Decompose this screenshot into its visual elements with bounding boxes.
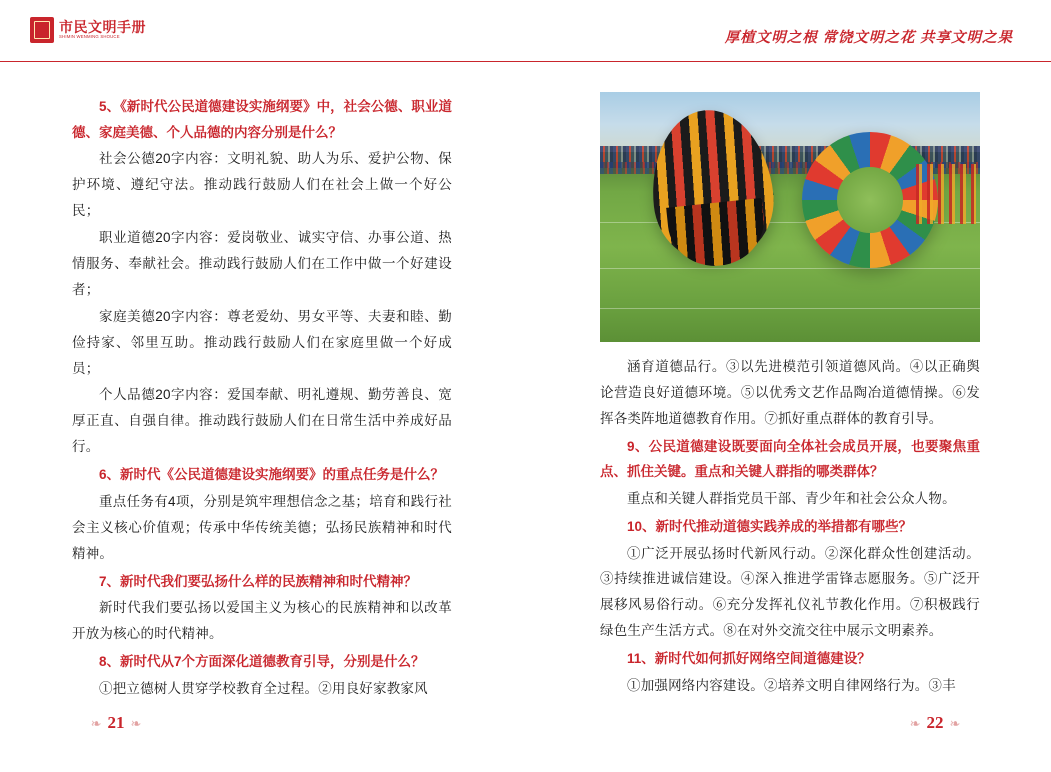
left-text-column bbox=[72, 92, 452, 703]
answer-7: 新时代我们要弘扬以爱国主义为核心的民族精神和以改革开放为核心的时代精神。 bbox=[72, 600, 452, 642]
answer-5-personal: 个人品德20字内容：爱国奉献、明礼遵规、勤劳善良、宽厚正直、自强自律。推动践行鼓励人们在日常生活中养成好品行。 bbox=[72, 387, 452, 455]
header-slogan: 厚植文明之根 常饶文明之花 共享文明之果 bbox=[724, 30, 1013, 46]
answer-9: 重点和关键人群指党员干部、青少年和社会公众人物。 bbox=[627, 491, 956, 506]
question-8: 8、新时代从7个方面深化道德教育引导，分别是什么？ bbox=[99, 653, 425, 669]
photo-field-line-3 bbox=[600, 308, 980, 309]
ornament-left-2-icon: ❧ bbox=[130, 715, 142, 731]
logo-title-en: SHIMIN WENMING SHOUCE bbox=[59, 33, 120, 39]
page-number-right-value: 22 bbox=[926, 713, 944, 732]
answer-5-social: 社会公德20字内容：文明礼貌、助人为乐、爱护公物、保护环境、遵纪守法。推动践行鼓励人们在社会上做一个好公民； bbox=[72, 151, 452, 219]
question-6: 6、新时代《公民道德建设实施纲要》的重点任务是什么？ bbox=[99, 467, 445, 483]
answer-5-professional: 职业道德20字内容：爱岗敬业、诚实守信、办事公道、热情服务、奉献社会。推动践行鼓励人们在工作中做一个好建设者； bbox=[72, 230, 452, 297]
page-number-left-value: 21 bbox=[107, 713, 125, 732]
ornament-right-2-icon: ❧ bbox=[949, 715, 961, 731]
answer-11: ①加强网络内容建设。②培养文明自律网络行为。③丰 bbox=[627, 677, 956, 693]
answer-10: ①广泛开展弘扬时代新风行动。②深化群众性创建活动。③持续推进诚信建设。④深入推进学雷锋志愿服务。⑤广泛开展移风易俗行动。⑥充分发挥礼仪礼节教化作用。⑦积极践行绿色生产生活方式。⑧在对外交流交往中展示文明素养。 bbox=[600, 545, 980, 639]
logo-title-cn: 市民文明手册 bbox=[59, 19, 146, 36]
photo-flags bbox=[916, 164, 976, 224]
publication-logo bbox=[30, 8, 150, 52]
question-9: 9、公民道德建设既要面向全体社会成员开展，也要聚焦重点、抓住关键。重点和关键人群指的哪类群体？ bbox=[600, 438, 980, 480]
question-5: 5、《新时代公民道德建设实施纲要》中，社会公德、职业道德、家庭美德、个人品德的内容分别是什么？ bbox=[72, 99, 452, 140]
question-11: 11、新时代如何抓好网络空间道德建设？ bbox=[627, 651, 871, 667]
right-text-column bbox=[600, 92, 980, 700]
logo-text bbox=[59, 20, 146, 39]
photo-sky bbox=[600, 92, 980, 152]
emblem-icon bbox=[30, 17, 54, 43]
ornament-right-icon: ❧ bbox=[909, 715, 921, 731]
answer-5-family: 家庭美德20字内容：尊老爱幼、男女平等、夫妻和睦、勤俭持家、邻里互助。推动践行鼓励人们在家庭里做一个好成员； bbox=[72, 308, 452, 376]
page-number-left bbox=[56, 710, 176, 736]
photo-field-line-2 bbox=[600, 268, 980, 269]
question-7: 7、新时代我们要弘扬什么样的民族精神和时代精神？ bbox=[99, 573, 418, 589]
answer-6: 重点任务有4项，分别是筑牢理想信念之基；培育和践行社会主义核心价值观；传承中华传统美德；弘扬民族精神和时代精神。 bbox=[72, 493, 452, 561]
question-10: 10、新时代推动道德实践养成的举措都有哪些？ bbox=[627, 518, 913, 534]
page-number-right bbox=[875, 710, 995, 736]
page-header bbox=[0, 0, 1051, 62]
kite-festival-photo bbox=[600, 92, 980, 342]
answer-8-continued: 涵育道德品行。③以先进模范引领道德风尚。④以正确舆论营造良好道德环境。⑤以优秀文艺作品陶冶道德情操。⑥发挥各类阵地道德教育作用。⑦抓好重点群体的教育引导。 bbox=[600, 359, 980, 426]
ornament-left-icon: ❧ bbox=[90, 715, 102, 731]
answer-8: ①把立德树人贯穿学校教育全过程。②用良好家教家风 bbox=[99, 680, 428, 696]
